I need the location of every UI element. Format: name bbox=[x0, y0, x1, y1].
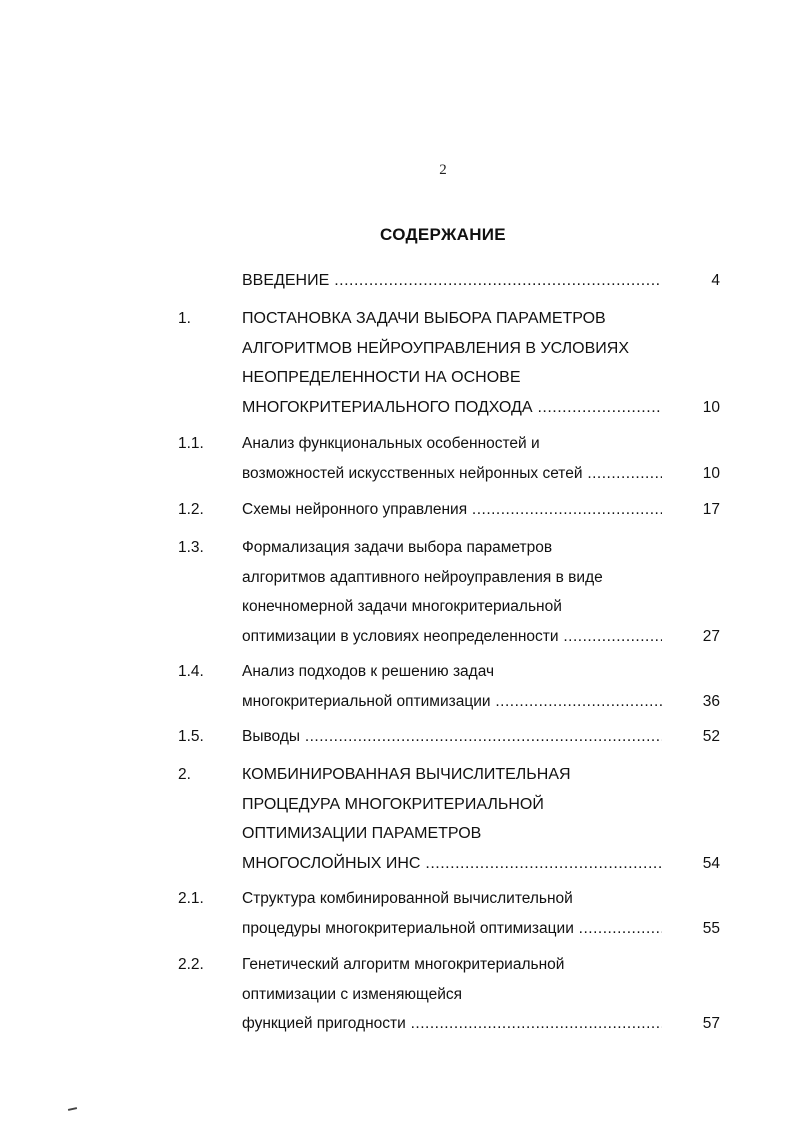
toc-entry-line: конечномерной задачи многокритериальной bbox=[242, 598, 562, 615]
toc-entry-number: 1. bbox=[178, 310, 191, 327]
page-number: 2 bbox=[439, 162, 447, 178]
toc-entry-number: 2. bbox=[178, 766, 191, 783]
toc-entry-line: Анализ подходов к решению задач bbox=[242, 663, 495, 680]
toc-entry-line: Выводы ..... bbox=[242, 722, 662, 752]
toc-entry-line: АЛГОРИТМОВ НЕЙРОУПРАВЛЕНИЯ В УСЛОВИЯХ bbox=[242, 339, 630, 357]
toc-entry-title bbox=[242, 722, 662, 752]
toc-entry-line: ОПТИМИЗАЦИИ ПАРАМЕТРОВ bbox=[242, 825, 482, 842]
toc-entry-page: 10 bbox=[702, 464, 720, 482]
toc-entry-title bbox=[242, 429, 662, 488]
toc-entry-number: 1.4. bbox=[178, 663, 204, 680]
toc-entry-title bbox=[242, 760, 662, 878]
toc-entry-line: МНОГОСЛОЙНЫХ ИНС ..... bbox=[242, 849, 662, 879]
toc-entry-page: 54 bbox=[702, 854, 720, 872]
toc-entry-line: оптимизации с изменяющейся bbox=[242, 985, 462, 1003]
toc-entry-number: 2.1. bbox=[178, 890, 204, 907]
toc-entry-line: Анализ функциональных особенностей и bbox=[242, 435, 540, 452]
toc-entry-title bbox=[242, 950, 662, 1039]
toc-entry-title bbox=[242, 266, 662, 296]
toc-entry-title bbox=[242, 304, 662, 422]
toc-entry-line: Генетический алгоритм многокритериальной bbox=[242, 956, 565, 973]
toc-entry-line: КОМБИНИРОВАННАЯ ВЫЧИСЛИТЕЛЬНАЯ bbox=[242, 766, 571, 783]
toc-entry-page: 17 bbox=[702, 501, 720, 518]
scan-mark bbox=[68, 1107, 77, 1111]
toc-entry-number: 1.2. bbox=[178, 501, 204, 518]
toc-entry-line: процедуры многокритериальной оптимизации ..... bbox=[242, 914, 662, 944]
toc-entry-page: 10 bbox=[702, 398, 720, 416]
toc-entry-number: 1.1. bbox=[178, 435, 204, 452]
toc-entry-number: 1.3. bbox=[178, 539, 204, 556]
toc-entry-line: ВВЕДЕНИЕ ..... bbox=[242, 266, 662, 296]
toc-entry-line: Схемы нейронного управления ..... bbox=[242, 495, 662, 525]
toc-entry-line: НЕОПРЕДЕЛЕННОСТИ НА ОСНОВЕ bbox=[242, 369, 521, 386]
toc-entry-line: оптимизации в условиях неопределенности ..... bbox=[242, 622, 662, 652]
toc-entry-line: многокритериальной оптимизации ..... bbox=[242, 687, 662, 717]
toc-entry-title bbox=[242, 495, 662, 525]
toc-entry-line: ПРОЦЕДУРА МНОГОКРИТЕРИАЛЬНОЙ bbox=[242, 795, 544, 813]
toc-entry-line: Структура комбинированной вычислительной bbox=[242, 890, 573, 907]
toc-entry-title bbox=[242, 533, 662, 651]
toc-entry-page: 55 bbox=[702, 919, 720, 937]
toc-entry-line: возможностей искусственных нейронных сетей ..... bbox=[242, 459, 662, 489]
toc-entry-page: 27 bbox=[702, 627, 720, 645]
toc-entry-line: Формализация задачи выбора параметров bbox=[242, 539, 553, 556]
toc-entry-page: 52 bbox=[702, 728, 720, 745]
toc-entry-line: алгоритмов адаптивного нейроуправления в виде bbox=[242, 568, 603, 586]
toc-entry-title bbox=[242, 657, 662, 716]
toc-entry-number: 2.2. bbox=[178, 956, 204, 973]
toc-entry-line: ПОСТАНОВКА ЗАДАЧИ ВЫБОРА ПАРАМЕТРОВ bbox=[242, 310, 606, 327]
toc-entry-line: функцией пригодности ..... bbox=[242, 1009, 662, 1039]
toc-entry-page: 4 bbox=[711, 272, 720, 289]
toc-entry-number: 1.5. bbox=[178, 728, 204, 745]
toc-entry-title bbox=[242, 884, 662, 943]
toc-entry-page: 36 bbox=[702, 692, 720, 710]
page-title: СОДЕРЖАНИЕ bbox=[380, 225, 506, 244]
toc-entry-page: 57 bbox=[702, 1015, 720, 1032]
toc-entry-line: МНОГОКРИТЕРИАЛЬНОГО ПОДХОДА ..... bbox=[242, 393, 662, 423]
